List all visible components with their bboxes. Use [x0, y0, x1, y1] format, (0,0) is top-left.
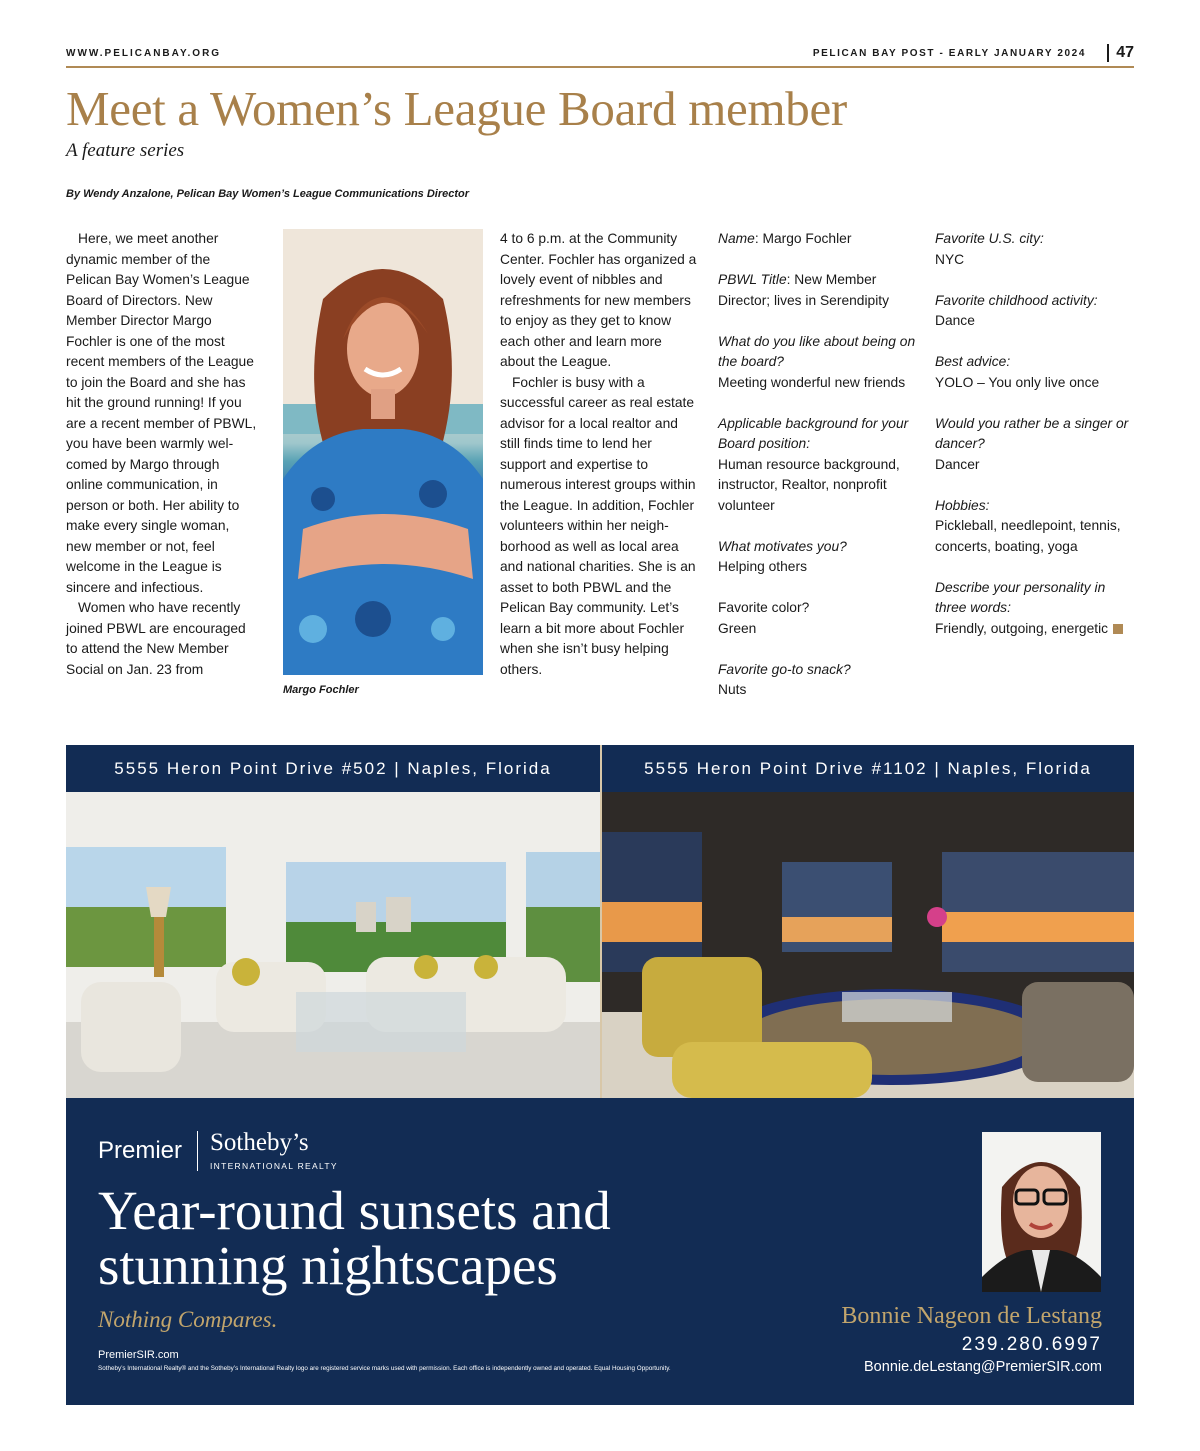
- qa-answer: : New Member Director; lives in Serendipity: [718, 272, 889, 308]
- living-room-day-illustration: [66, 792, 600, 1098]
- qa-item: [935, 229, 1135, 270]
- qa-question: Favorite color?: [718, 600, 810, 615]
- qa-question: Favorite U.S. city:: [935, 231, 1044, 246]
- agent-name: Bonnie Nageon de Lestang: [841, 1303, 1102, 1329]
- paragraph: Here, we meet another dynamic member of the Pelican Bay Women’s League Board of Directors. New Member Director Margo Fochler is one of the most recent members of the League to join the Board and she has hit the ground running! If you are a recent member of PBWL, you have been warmly welcomed by Margo through online communication, in person or both. Her ability to make every single woman, new member or not, feel welcome in the League is sincere and infectious.: [66, 231, 257, 595]
- qa-question: What do you like about being on the board?: [718, 333, 916, 369]
- ad-legal: Sotheby’s International Realty® and the Sotheby’s International Realty logo are registered service marks used with permission. Each office is independently owned and operated. Equal Housing Opportunity.: [98, 1365, 671, 1372]
- portrait-illustration: [283, 229, 483, 675]
- qa-question: What motivates you?: [718, 538, 847, 554]
- qa-column-2: [935, 229, 1135, 660]
- qa-item: [935, 496, 1135, 558]
- qa-item: [718, 537, 923, 578]
- qa-question: PBWL Title: [718, 272, 787, 287]
- byline: By Wendy Anzalone, Pelican Bay Women’s League Communications Director: [66, 188, 470, 200]
- listing-2-address: 5555 Heron Point Drive #1102 | Naples, Florida: [644, 759, 1092, 778]
- qa-question: Hobbies:: [935, 497, 990, 513]
- qa-item: [718, 598, 923, 639]
- qa-answer: YOLO – You only live once: [935, 374, 1100, 390]
- qa-question: Best advice:: [935, 354, 1011, 369]
- qa-question: Applicable background for your Board position:: [718, 415, 909, 451]
- agent-email: Bonnie.deLestang@PremierSIR.com: [864, 1359, 1102, 1375]
- end-mark-icon: [1113, 624, 1123, 634]
- qa-answer: Dance: [935, 313, 975, 328]
- qa-item: [718, 270, 923, 311]
- agent-portrait-illustration: [982, 1132, 1101, 1292]
- qa-question: Would you rather be a singer or dancer?: [935, 415, 1129, 451]
- qa-item: [718, 332, 923, 394]
- qa-question: Favorite childhood activity:: [935, 292, 1098, 308]
- article-column-2: [500, 229, 698, 680]
- qa-answer: Green: [718, 620, 757, 636]
- qa-answer: : Margo Fochler: [754, 231, 852, 246]
- listing-1-photo: [66, 792, 600, 1098]
- listing-1-address: 5555 Heron Point Drive #502 | Naples, Florida: [114, 759, 552, 778]
- qa-column-1: [718, 229, 923, 721]
- publication-issue: PELICAN BAY POST - EARLY JANUARY 2024: [812, 48, 1086, 59]
- qa-question: Name: [718, 231, 755, 246]
- paragraph: Women who have recently joined PBWL are encouraged to attend the New Member Social on Jan. 23 from: [66, 600, 246, 677]
- brand-separator: [197, 1131, 198, 1171]
- qa-answer: Meeting wonderful new friends: [718, 374, 906, 390]
- qa-answer: Helping others: [718, 559, 807, 574]
- ad-tagline: Nothing Compares.: [98, 1307, 278, 1332]
- qa-item: [935, 352, 1135, 393]
- real-estate-ad: [66, 745, 1134, 1405]
- brand-subtitle: INTERNATIONAL REALTY: [210, 1161, 338, 1171]
- agent-photo: [982, 1132, 1101, 1292]
- qa-answer: Human resource background, instructor, Realtor, nonprofit volunteer: [718, 456, 900, 513]
- qa-item: [718, 229, 923, 250]
- article-title: Meet a Women’s League Board member: [66, 81, 847, 136]
- brand-sothebys: Sotheby’s: [210, 1129, 309, 1156]
- qa-item: [718, 414, 923, 517]
- qa-answer: Friendly, outgoing, energetic: [935, 620, 1109, 636]
- brand-premier: Premier: [98, 1137, 183, 1164]
- photo-caption: Margo Fochler: [283, 684, 359, 696]
- qa-item: [935, 291, 1135, 332]
- qa-item: [935, 414, 1135, 476]
- article-subtitle: A feature series: [66, 140, 185, 161]
- qa-question: Describe your personality in three words:: [935, 579, 1106, 615]
- ad-headline: Year-round sunsets and stunning nightscapes: [98, 1180, 611, 1296]
- qa-answer: Pickleball, needlepoint, tennis, concerts, boating, yoga: [935, 518, 1121, 554]
- page-header: [66, 44, 1134, 68]
- qa-answer: Nuts: [718, 682, 747, 697]
- article-column-1: [66, 229, 258, 680]
- ad-website: PremierSIR.com: [98, 1349, 179, 1361]
- living-room-night-illustration: [602, 792, 1134, 1098]
- listing-2-photo: [602, 792, 1134, 1098]
- paragraph: Fochler is busy with a successful career as real estate advisor for a local realtor and still finds time to lend her support and expertise to numerous interest groups within the League. In addition, Fochler volunteers within her neighborhood as well as local area and national charities. She is an asset to both PBWL and the Pelican Bay community. Let’s learn a bit more about Fochler when she isn’t busy helping others.: [500, 374, 696, 677]
- paragraph: 4 to 6 p.m. at the Community Center. Fochler has organized a lovely event of nibbles and refreshments for new members to enjoy as they get to know each other and learn more about the League.: [500, 231, 697, 369]
- agent-phone: 239.280.6997: [961, 1334, 1102, 1355]
- qa-question: Favorite go-to snack?: [718, 661, 851, 677]
- qa-answer: NYC: [935, 251, 965, 267]
- site-url: WWW.PELICANBAY.ORG: [66, 48, 222, 59]
- portrait-photo: [283, 229, 483, 675]
- qa-item: [718, 660, 923, 701]
- page-number: 47: [1107, 44, 1134, 62]
- qa-item: [935, 578, 1135, 640]
- qa-answer: Dancer: [935, 456, 980, 472]
